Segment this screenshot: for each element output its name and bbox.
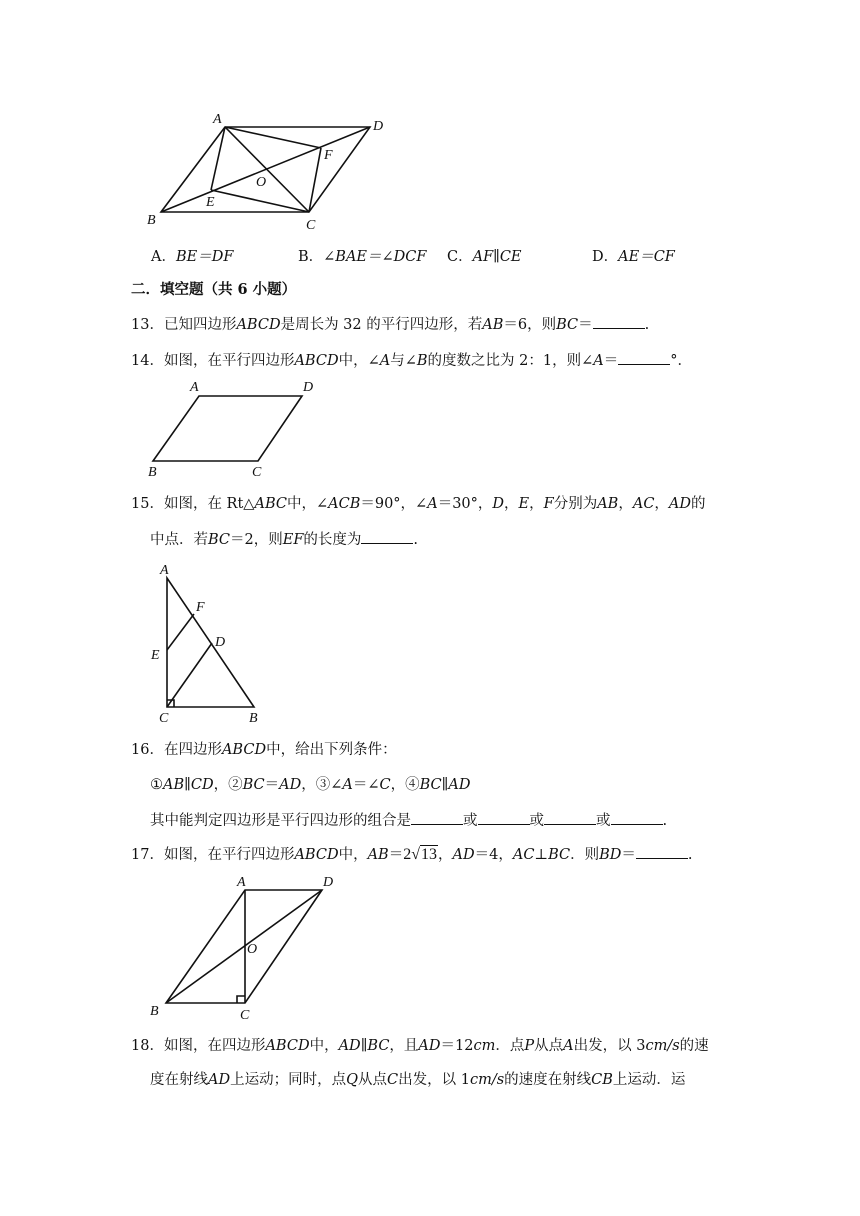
q15-label-E: E [151,648,160,663]
q12-label-E: E [206,195,215,210]
section-2-title: 二．填空题（共 6 小题） [131,281,297,298]
sqrt-expression: 2√13 [403,846,437,863]
q14-label-C: C [252,465,262,480]
q12-parallelogram-figure [147,112,383,233]
question-13: 13．已知四边形ABCD是周长为 32 的平行四边形，若AB＝6，则BC＝ . [131,314,649,335]
question-16-conditions: ①AB∥CD，②BC＝AD，③∠A＝∠C，④BC∥AD [150,777,471,793]
q12-label-O: O [256,175,267,190]
q12-option-b: B．∠BAE＝∠DCF [298,249,427,265]
question-18-line-1: 18．如图，在四边形ABCD中，AD∥BC，且AD＝12cm．点P从点A出发，以 3cm/s的速 [131,1038,709,1054]
q17-label-A: A [237,875,246,890]
q14-parallelogram-figure [148,380,313,480]
q12-label-F: F [324,148,333,163]
q14-label-B: B [148,465,157,480]
question-15-line-2: 中点．若BC＝2，则EF的长度为 . [150,529,418,550]
q16-answer-blank-1[interactable] [411,810,463,825]
q12-label-C: C [306,218,316,233]
q14-answer-blank[interactable] [618,350,670,365]
question-17: 17．如图，在平行四边形ABCD中，AB＝2√13，AD＝4，AC⊥BC．则BD＝ . [131,846,693,863]
q12-option-d: D．AE＝CF [592,249,675,265]
q12-option-a: A．BE＝DF [151,249,234,265]
q15-label-D: D [215,635,226,650]
question-18-line-2: 度在射线AD上运动；同时，点Q从点C出发，以 1cm/s的速度在射线CB上运动．运 [150,1072,686,1088]
q16-answer-blank-4[interactable] [611,810,663,825]
q14-label-A: A [190,380,199,395]
question-16-line-3: 其中能判定四边形是平行四边形的组合是 或 或 或 . [150,810,667,831]
q15-answer-blank[interactable] [361,529,413,544]
q12-label-A: A [213,112,222,127]
q15-triangle-figure [150,563,258,726]
q12-label-D: D [373,119,384,134]
q16-answer-blank-3[interactable] [544,810,596,825]
q17-label-C: C [240,1008,250,1023]
q12-option-c: C．AF∥CE [447,249,522,265]
q15-label-C: C [159,711,169,726]
question-15-line-1: 15．如图，在 Rt△ABC中，∠ACB＝90°，∠A＝30°，D，E，F分别为AB，AC，AD的 [131,496,706,512]
question-16-line-1: 16．在四边形ABCD中，给出下列条件： [131,742,397,758]
q17-parallelogram-figure [150,875,333,1023]
q16-answer-blank-2[interactable] [478,810,530,825]
q17-label-O: O [247,942,258,957]
q17-answer-blank[interactable] [636,844,688,859]
q17-label-D: D [323,875,334,890]
q15-label-F: F [196,600,205,615]
q15-label-B: B [249,711,258,726]
question-14: 14．如图，在平行四边形ABCD中，∠A与∠B的度数之比为 2：1，则∠A＝ °． [131,350,692,371]
q14-label-D: D [303,380,314,395]
q13-answer-blank[interactable] [593,314,645,329]
q17-label-B: B [150,1004,159,1019]
q15-label-A: A [160,563,169,578]
q12-label-B: B [147,213,156,228]
